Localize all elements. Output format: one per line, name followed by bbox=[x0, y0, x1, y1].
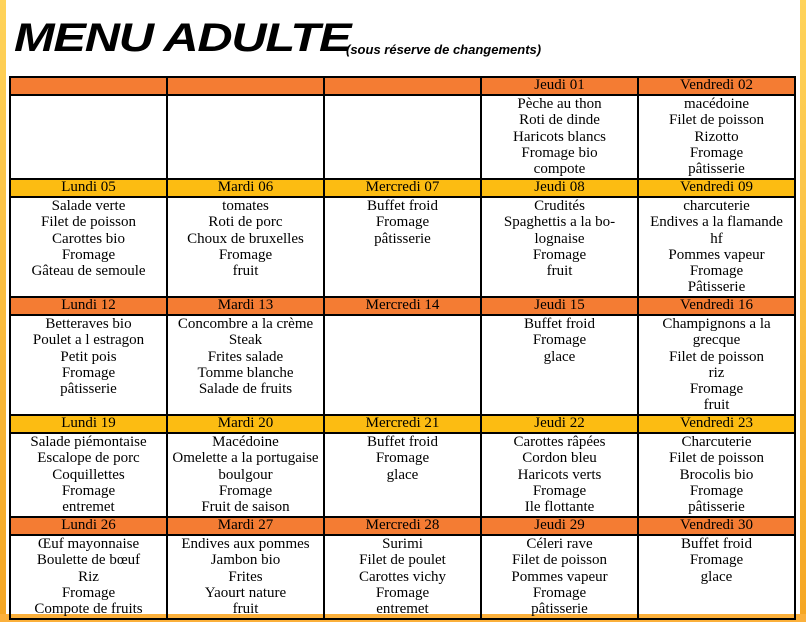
day-header: Vendredi 30 bbox=[638, 517, 795, 535]
page-border-left bbox=[0, 0, 6, 622]
week-menu-row bbox=[10, 95, 795, 179]
day-header: Vendredi 23 bbox=[638, 415, 795, 433]
day-menu-cell bbox=[167, 535, 324, 619]
day-menu-cell bbox=[481, 535, 638, 619]
menu-item: Haricots blancs bbox=[513, 128, 606, 145]
menu-item: Spaghettis a la bo- bbox=[503, 214, 616, 231]
day-header: Mardi 27 bbox=[167, 517, 324, 535]
week-menu-row bbox=[10, 315, 795, 415]
menu-item: Steak bbox=[228, 332, 263, 349]
menu-item: fruit bbox=[232, 601, 259, 618]
day-menu-cell bbox=[10, 95, 167, 179]
menu-item: Fromage bbox=[375, 450, 430, 467]
menu-item: Filet de poisson bbox=[668, 348, 764, 365]
day-menu-cell bbox=[10, 535, 167, 619]
day-menu-cell bbox=[638, 197, 795, 297]
menu-item: Céleri rave bbox=[526, 536, 593, 552]
menu-item: Jambon bio bbox=[210, 552, 281, 569]
day-menu-cell bbox=[324, 433, 481, 517]
menu-item: Roti de porc bbox=[208, 214, 283, 231]
menu-item: Tomme blanche bbox=[197, 364, 294, 381]
menu-item: glace bbox=[386, 466, 419, 483]
menu-item: Fromage bbox=[218, 482, 273, 499]
menu-item: Endives a la flamande bbox=[650, 214, 783, 231]
menu-item: Fromage bbox=[532, 482, 587, 499]
menu-item: Boulette de bœuf bbox=[36, 552, 141, 569]
day-menu-cell bbox=[167, 315, 324, 415]
menu-item: Endives aux pommes bbox=[181, 536, 310, 552]
menu-item: pâtisserie bbox=[688, 161, 745, 178]
week-header-row bbox=[10, 415, 795, 433]
day-menu-cell bbox=[638, 315, 795, 415]
menu-item: Betteraves bio bbox=[45, 316, 132, 332]
menu-item: Fromage bbox=[61, 246, 116, 263]
menu-item: fruit bbox=[232, 263, 259, 280]
menu-item: Fromage bbox=[532, 246, 587, 263]
menu-item: Poulet a l estragon bbox=[32, 332, 145, 349]
menu-item: Fromage bbox=[375, 584, 430, 601]
menu-item: Œuf mayonnaise bbox=[37, 536, 140, 552]
menu-item: Carottes râpées bbox=[513, 434, 606, 450]
menu-item: Fromage bbox=[61, 482, 116, 499]
day-header: Lundi 19 bbox=[10, 415, 167, 433]
day-menu-cell bbox=[481, 197, 638, 297]
menu-item: Fromage bbox=[689, 482, 744, 499]
menu-item: charcuterie bbox=[683, 198, 750, 214]
menu-table-body bbox=[10, 77, 795, 619]
menu-item: Filet de poisson bbox=[511, 552, 607, 569]
menu-item: Fromage bio bbox=[521, 144, 598, 161]
menu-item: Fromage bbox=[689, 381, 744, 398]
day-menu-cell bbox=[324, 535, 481, 619]
menu-item: boulgour bbox=[218, 466, 273, 483]
menu-item: Fromage bbox=[689, 552, 744, 569]
menu-item: pâtisserie bbox=[60, 381, 117, 398]
day-menu-cell bbox=[638, 95, 795, 179]
week-header-row bbox=[10, 77, 795, 95]
menu-item: pâtisserie bbox=[531, 601, 588, 618]
page-border-right bbox=[800, 0, 806, 622]
menu-item: Brocolis bio bbox=[679, 466, 754, 483]
menu-item: Pommes vapeur bbox=[668, 246, 765, 263]
day-header: Mardi 06 bbox=[167, 179, 324, 197]
menu-item: Concombre a la crème bbox=[177, 316, 314, 332]
menu-item: entremet bbox=[62, 499, 115, 516]
menu-item: Compote de fruits bbox=[34, 601, 143, 618]
menu-item: Pommes vapeur bbox=[511, 568, 608, 585]
day-menu-cell bbox=[481, 315, 638, 415]
menu-item: Crudités bbox=[534, 198, 585, 214]
day-menu-cell bbox=[481, 433, 638, 517]
menu-title: MENU ADULTE bbox=[14, 16, 351, 60]
menu-item: Yaourt nature bbox=[204, 584, 287, 601]
day-header: Vendredi 02 bbox=[638, 77, 795, 95]
day-header: Mardi 20 bbox=[167, 415, 324, 433]
menu-item: Filet de poulet bbox=[359, 552, 446, 569]
menu-item: Filet de poisson bbox=[40, 214, 136, 231]
menu-item: Pèche au thon bbox=[517, 96, 602, 112]
day-header: Mercredi 14 bbox=[324, 297, 481, 315]
menu-item: Gâteau de semoule bbox=[31, 263, 146, 280]
menu-item: grecque bbox=[692, 332, 741, 349]
day-header: Mardi 13 bbox=[167, 297, 324, 315]
menu-item: Fromage bbox=[532, 584, 587, 601]
menu-item: riz bbox=[708, 364, 725, 381]
menu-item: glace bbox=[700, 568, 733, 585]
menu-item: Charcuterie bbox=[681, 434, 752, 450]
menu-item: Frites salade bbox=[207, 348, 284, 365]
day-header: Jeudi 15 bbox=[481, 297, 638, 315]
menu-item: Coquillettes bbox=[52, 466, 125, 483]
day-menu-cell bbox=[167, 95, 324, 179]
day-header: Mercredi 07 bbox=[324, 179, 481, 197]
day-menu-cell bbox=[638, 535, 795, 619]
menu-item: tomates bbox=[222, 198, 269, 214]
menu-item: Cordon bleu bbox=[522, 450, 597, 467]
menu-item: Salade piémontaise bbox=[30, 434, 147, 450]
menu-item: Filet de poisson bbox=[668, 112, 764, 129]
menu-item: fruit bbox=[703, 397, 730, 414]
menu-item: entremet bbox=[376, 601, 429, 618]
menu-item: Fromage bbox=[532, 332, 587, 349]
day-header: Lundi 26 bbox=[10, 517, 167, 535]
day-header: Lundi 05 bbox=[10, 179, 167, 197]
week-header-row bbox=[10, 297, 795, 315]
menu-item: Petit pois bbox=[60, 348, 117, 365]
menu-item: pâtisserie bbox=[688, 499, 745, 516]
menu-item: Buffet froid bbox=[367, 198, 438, 214]
day-menu-cell bbox=[481, 95, 638, 179]
menu-item: lognaise bbox=[534, 230, 585, 247]
menu-item: Haricots verts bbox=[517, 466, 602, 483]
day-menu-cell bbox=[324, 315, 481, 415]
menu-item: Riz bbox=[78, 568, 99, 585]
menu-item: Rizotto bbox=[694, 128, 739, 145]
day-header: Vendredi 16 bbox=[638, 297, 795, 315]
day-menu-cell bbox=[167, 433, 324, 517]
menu-item: hf bbox=[710, 230, 723, 247]
menu-item: Buffet froid bbox=[681, 536, 752, 552]
menu-item: Choux de bruxelles bbox=[187, 230, 304, 247]
menu-item: Fromage bbox=[689, 144, 744, 161]
menu-item: Buffet froid bbox=[367, 434, 438, 450]
menu-item: Roti de dinde bbox=[519, 112, 600, 129]
day-header: Jeudi 22 bbox=[481, 415, 638, 433]
week-menu-row bbox=[10, 433, 795, 517]
menu-item: fruit bbox=[546, 263, 573, 280]
menu-item: Frites bbox=[228, 568, 263, 585]
menu-item: macédoine bbox=[684, 96, 749, 112]
menu-item: Fromage bbox=[689, 263, 744, 280]
day-menu-cell bbox=[10, 197, 167, 297]
day-header: Vendredi 09 bbox=[638, 179, 795, 197]
menu-item: Buffet froid bbox=[524, 316, 595, 332]
day-menu-cell bbox=[324, 95, 481, 179]
day-header: Jeudi 29 bbox=[481, 517, 638, 535]
day-menu-cell bbox=[324, 197, 481, 297]
menu-item: Filet de poisson bbox=[668, 450, 764, 467]
menu-item: Omelette a la portugaise bbox=[172, 450, 319, 467]
day-header bbox=[10, 77, 167, 95]
day-menu-cell bbox=[167, 197, 324, 297]
menu-item: Surimi bbox=[382, 536, 423, 552]
week-menu-row bbox=[10, 535, 795, 619]
menu-subtitle: (sous réserve de changements) bbox=[346, 42, 542, 57]
day-header: Mercredi 28 bbox=[324, 517, 481, 535]
day-header: Jeudi 01 bbox=[481, 77, 638, 95]
menu-item: Pâtisserie bbox=[687, 279, 746, 296]
menu-item: Salade verte bbox=[51, 198, 126, 214]
menu-item: compote bbox=[533, 161, 586, 178]
menu-item: Escalope de porc bbox=[37, 450, 140, 467]
week-menu-row bbox=[10, 197, 795, 297]
day-menu-cell bbox=[638, 433, 795, 517]
menu-item: Fromage bbox=[218, 246, 273, 263]
week-header-row bbox=[10, 179, 795, 197]
menu-item: pâtisserie bbox=[374, 230, 431, 247]
menu-item: Ile flottante bbox=[524, 499, 595, 516]
day-header bbox=[324, 77, 481, 95]
menu-item: glace bbox=[543, 348, 576, 365]
menu-item: Fromage bbox=[61, 364, 116, 381]
menu-item: Fruit de saison bbox=[201, 499, 290, 516]
menu-item: Carottes bio bbox=[52, 230, 125, 247]
day-menu-cell bbox=[10, 315, 167, 415]
menu-table bbox=[9, 76, 796, 620]
day-header bbox=[167, 77, 324, 95]
day-header: Lundi 12 bbox=[10, 297, 167, 315]
menu-item: Salade de fruits bbox=[198, 381, 293, 398]
day-menu-cell bbox=[10, 433, 167, 517]
week-header-row bbox=[10, 517, 795, 535]
menu-item: Carottes vichy bbox=[358, 568, 447, 585]
day-header: Jeudi 08 bbox=[481, 179, 638, 197]
menu-item: Champignons a la bbox=[662, 316, 771, 332]
menu-item: Fromage bbox=[375, 214, 430, 231]
day-header: Mercredi 21 bbox=[324, 415, 481, 433]
menu-item: Fromage bbox=[61, 584, 116, 601]
menu-item: Macédoine bbox=[212, 434, 279, 450]
